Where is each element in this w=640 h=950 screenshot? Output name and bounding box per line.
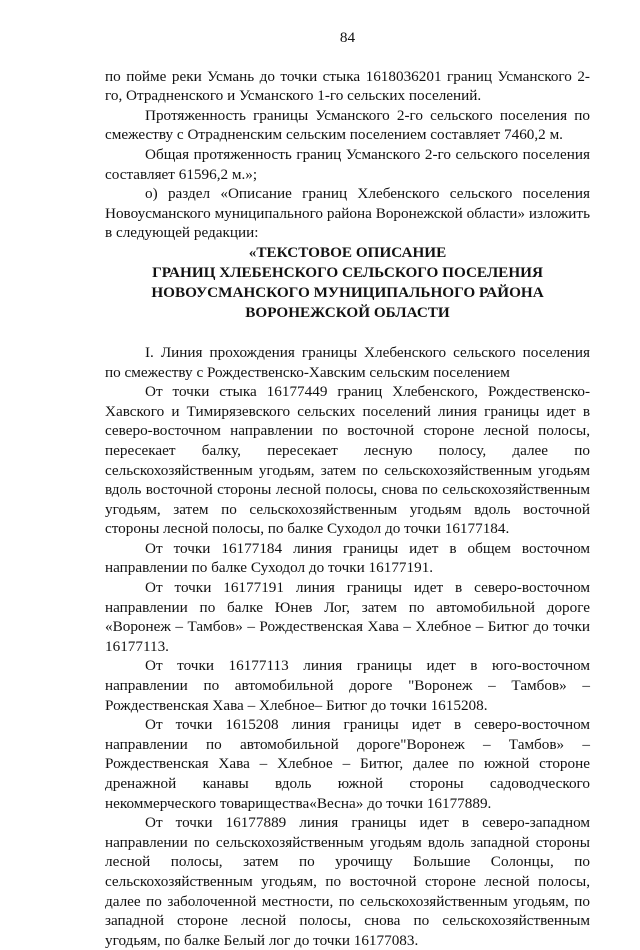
paragraph: От точки 16177184 линия границы идет в общем восточном направлении по балке Суходол до точки 16177191. <box>105 539 590 577</box>
paragraph: От точки 1615208 линия границы идет в северо-восточном направлении по автомобильной дороге"Воронеж – Тамбов» – Рождественская Хава – Хлебное – Битюг, далее по южной стороне дренажной канавы вдоль южной стороны садоводческого некоммерческого товарищества«Весна» до точки 16177889. <box>105 716 590 812</box>
title-line: ГРАНИЦ ХЛЕБЕНСКОГО СЕЛЬСКОГО ПОСЕЛЕНИЯ <box>152 263 543 281</box>
page-number: 84 <box>339 29 356 46</box>
paragraph: От точки 16177191 линия границы идет в северо-восточном направлении по балке Юнев Лог, затем по автомобильной дороге «Воронеж – Тамбов» – Рождественская Хава – Хлебное – Битюг до точки 16177113. <box>105 579 590 655</box>
section-heading: I. Линия прохождения границы Хлебенского сельского поселения по смежеству с Рождественско-Хавским сельским поселением <box>105 343 590 381</box>
title-line: «ТЕКСТОВОЕ ОПИСАНИЕ <box>248 243 447 261</box>
paragraph: От точки 16177113 линия границы идет в юго-восточном направлении по автомобильной дороге "Воронеж – Тамбов» – Рождественская Хава – Хлебное– Битюг до точки 1615208. <box>105 657 590 714</box>
paragraphs-before-title <box>105 67 590 243</box>
paragraph: Протяженность границы Усманского 2-го сельского поселения по смежеству с Отрадненским сельским поселением составляет 7460,2 м. <box>105 106 590 144</box>
document-page <box>105 28 590 950</box>
paragraph: От точки 16177889 линия границы идет в северо-западном направлении по сельскохозяйственным угодьям вдоль западной стороны лесной полосы, затем по урочищу Большие Солонцы, по сельскохозяйственным угодьям, по восточной стороне лесной полосы, далее по заболоченной местности, по сельскохозяйственным угодьям, по западной стороне лесной полосы, снова по сельскохозяйственным угодьям, по балке Белый лог до точки 16177083. <box>105 814 590 949</box>
section-title <box>105 243 590 323</box>
title-line: НОВОУСМАНСКОГО МУНИЦИПАЛЬНОГО РАЙОНА <box>151 283 544 301</box>
paragraph: по пойме реки Усмань до точки стыка 1618036201 границ Усманского 2-го, Отрадненского и Усманского 1-го сельских поселений. <box>105 67 590 105</box>
paragraphs-after-title <box>105 343 590 950</box>
paragraph: о) раздел «Описание границ Хлебенского сельского поселения Новоусманского муниципального района Воронежской области» изложить в следующей редакции: <box>105 185 590 242</box>
paragraph: Общая протяженность границ Усманского 2-го сельского поселения составляет 61596,2 м.»; <box>105 145 590 183</box>
paragraph: От точки стыка 16177449 границ Хлебенского, Рождественско-Хавского и Тимирязевского сельских поселений линия границы идет в северо-восточном направлении по восточной стороне лесной полосы, пересекает балку, пересекает лесную полосу, далее по сельскохозяйственным угодьям, затем по сельскохозяйственным угодьям вдоль восточной стороны лесной полосы, снова по сельскохозяйственным угодьям, затем по сельскохозяйственным угодьям вдоль восточной стороны лесной полосы, по балке Суходол до точки 16177184. <box>105 383 590 538</box>
title-line: ВОРОНЕЖСКОЙ ОБЛАСТИ <box>245 303 450 321</box>
